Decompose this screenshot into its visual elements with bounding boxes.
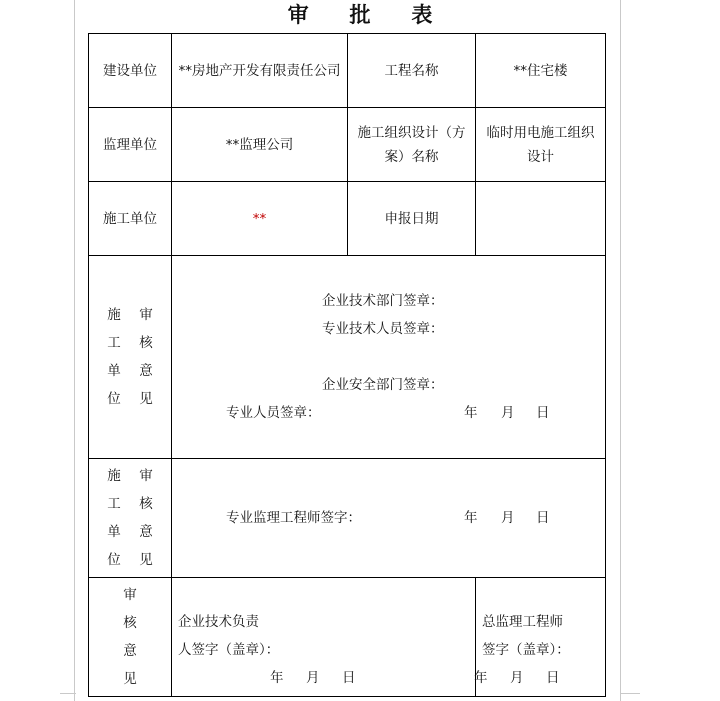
table-row [89,108,606,182]
date-day-label: 日 [536,405,550,421]
value-plan-name[interactable]: 临时用电施工组织设计 [476,108,606,182]
date-year-label: 年 [464,510,478,526]
chief-engineer-date-line [474,664,599,692]
engineer-sign-label: 专业监理工程师签字： [226,510,361,526]
tech-dept-sign-line [176,287,601,315]
table-row [89,459,606,578]
page-margin-line-right [620,0,621,701]
tech-staff-sign-label: 专业技术人员签章： [322,321,444,337]
label-char: 见 [139,552,153,568]
date-day-label: 日 [342,670,356,686]
page-margin-line-bottom-left [60,693,76,694]
constructor-review-label [89,256,172,459]
date-day-label: 日 [546,670,560,686]
chief-engineer-sign-area[interactable] [476,578,606,697]
tech-lead-label-line2: 人签字（盖章）： [178,642,280,658]
label-char: 审 [139,307,153,323]
tech-staff-sign-line [176,315,601,343]
label-char: 单 [107,524,121,540]
label-project-name: 工程名称 [348,34,476,108]
tech-lead-sign-area[interactable] [172,578,476,697]
approval-form-table [88,33,606,697]
constructor-review-content[interactable] [172,256,606,459]
date-month-label: 月 [501,510,515,526]
label-construction-unit: 建设单位 [89,34,172,108]
supervision-review-label [89,459,172,578]
label-char: 核 [139,335,153,351]
page-title: 审 批 表 [287,2,450,27]
value-project-name[interactable]: **住宅楼 [476,34,606,108]
table-row [89,34,606,108]
tech-dept-sign-label: 企业技术部门签章： [322,293,444,309]
safety-dept-sign-label: 企业安全部门签章： [322,377,444,393]
label-supervision-unit: 监理单位 [89,108,172,182]
label-char: 工 [107,335,121,351]
date-month-label: 月 [510,670,524,686]
label-char: 单 [107,363,121,379]
chief-engineer-label-line1: 总监理工程师 [482,614,563,630]
supervision-review-content[interactable] [172,459,606,578]
date-year-label: 年 [474,670,488,686]
label-char: 位 [107,552,121,568]
label-char: 见 [123,671,137,687]
value-supervision-unit[interactable]: **监理公司 [172,108,348,182]
tech-lead-label-line1: 企业技术负责 [178,614,259,630]
tech-lead-date-line [178,664,469,692]
staff-sign-label: 专业人员签章： [226,405,321,421]
value-construction-unit[interactable]: **房地产开发有限责任公司 [172,34,348,108]
label-char: 审 [139,468,153,484]
value-submit-date[interactable] [476,182,606,256]
table-row [89,182,606,256]
label-char: 审 [123,587,137,603]
label-char: 工 [107,496,121,512]
date-month-label: 月 [306,670,320,686]
label-contractor-unit: 施工单位 [89,182,172,256]
page-margin-line-left [74,0,75,701]
table-row [89,578,606,697]
label-char: 核 [123,615,137,631]
label-char: 施 [107,307,121,323]
final-review-label [89,578,172,697]
chief-engineer-label-line2: 签字（盖章）： [482,642,570,658]
date-day-label: 日 [536,510,550,526]
date-year-label: 年 [464,405,478,421]
date-year-label: 年 [270,670,284,686]
label-char: 意 [139,524,153,540]
date-month-label: 月 [501,405,515,421]
table-row [89,256,606,459]
label-char: 意 [123,643,137,659]
engineer-sign-line [176,504,601,532]
page-margin-line-bottom-right [620,693,640,694]
label-char: 见 [139,391,153,407]
label-char: 施 [107,468,121,484]
label-char: 核 [139,496,153,512]
label-plan-name: 施工组织设计（方案）名称 [348,108,476,182]
label-submit-date: 申报日期 [348,182,476,256]
safety-dept-sign-line [176,371,601,399]
value-contractor-unit[interactable]: ** [172,182,348,256]
staff-sign-line [176,399,601,427]
label-char: 意 [139,363,153,379]
label-char: 位 [107,391,121,407]
